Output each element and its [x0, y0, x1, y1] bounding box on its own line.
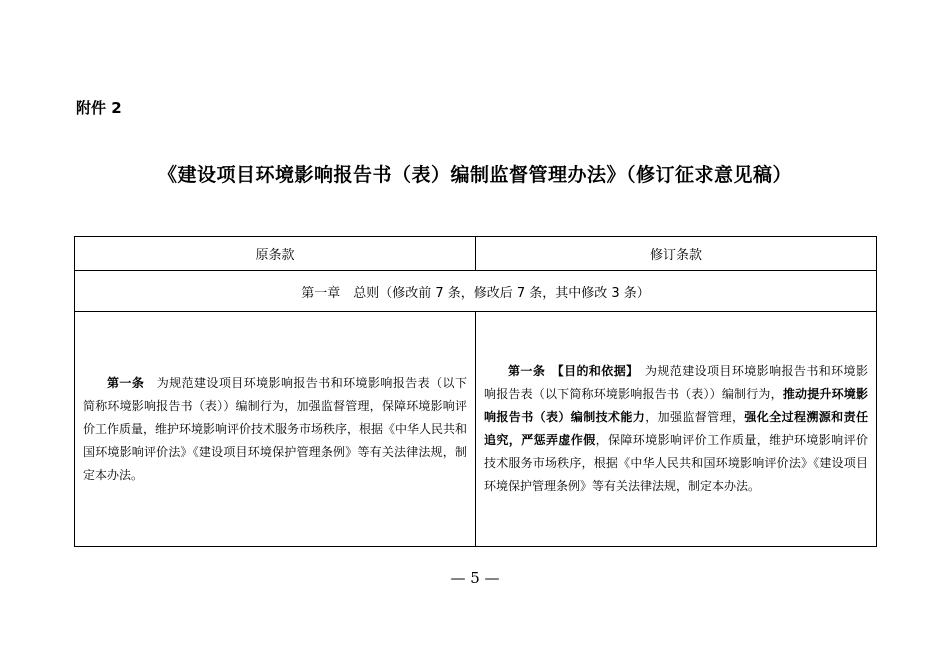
- comparison-table: [74, 236, 877, 547]
- chapter-heading: 第一章 总则（修改前 7 条，修改后 7 条，其中修改 3 条）: [75, 271, 877, 312]
- revised-text-part-3: ，保障环境影响评价工作质量，维护环境影响评价技术服务市场秩序，根据《中华人民共和国环境影响评价法》《建设项目环境保护管理条例》等有关法律法规，制定本办法。: [484, 433, 868, 493]
- attachment-label: 附件 2: [76, 99, 122, 117]
- header-original-clause: 原条款: [75, 237, 476, 271]
- document-title: 《建设项目环境影响报告书（表）编制监督管理办法》（修订征求意见稿）: [157, 164, 792, 186]
- revised-text-part-2: ，加强监督管理，: [645, 410, 745, 424]
- header-revised-clause: 修订条款: [476, 237, 877, 271]
- original-clause-cell: [75, 312, 476, 547]
- revised-clause-cell: [476, 312, 877, 547]
- original-article-number: 第一条: [107, 375, 145, 390]
- original-article-body: 为规范建设项目环境影响报告书和环境影响报告表（以下简称环境影响报告书（表））编制行为，加强监督管理，保障环境影响评价工作质量，维护环境影响评价技术服务市场秩序，根据《中华人民共和国环境影响评价法》《建设项目环境保护管理条例》等有关法律法规，制定本办法。: [83, 375, 468, 482]
- page-number: — 5 —: [450, 569, 500, 587]
- original-clause-text: [83, 372, 467, 487]
- revised-bold-part-1: 推动提升环境影响报告书（表）编制技术能力: [484, 387, 868, 424]
- chapter-row: [75, 271, 877, 312]
- revised-article-number: 第一条: [508, 364, 546, 378]
- revised-article-heading: 【目的和依据】: [557, 364, 633, 378]
- table-row: [75, 312, 877, 547]
- revised-text-part-1: 为规范建设项目环境影响报告书和环境影响报告表（以下简称环境影响报告书（表））编制行为，: [484, 364, 868, 401]
- revised-clause-text: [484, 360, 868, 498]
- revised-bold-part-2: 强化全过程溯源和责任追究，严惩弄虚作假: [484, 410, 868, 447]
- table-header-row: [75, 237, 877, 271]
